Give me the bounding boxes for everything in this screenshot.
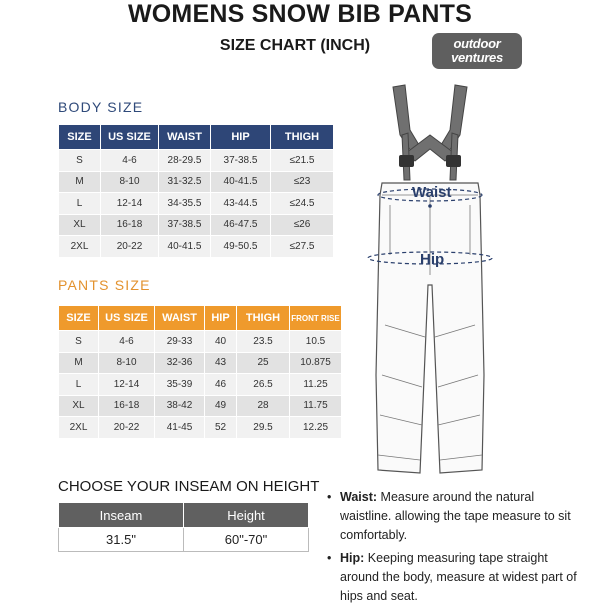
table-row — [59, 374, 342, 396]
table-cell: 28 — [237, 395, 290, 417]
table-cell: 31.5" — [59, 528, 184, 552]
table-row — [59, 236, 334, 258]
table-row — [59, 528, 309, 552]
inseam-table — [58, 502, 309, 552]
table-cell: 26.5 — [237, 374, 290, 396]
table-cell: ≤24.5 — [271, 193, 334, 215]
table-cell: L — [59, 374, 99, 396]
table-header-row — [59, 503, 309, 528]
table-cell: S — [59, 150, 101, 172]
suspender-buckle-left — [399, 155, 414, 167]
column-header: THIGH — [237, 306, 290, 331]
table-cell: 37-38.5 — [211, 150, 271, 172]
note-hip — [327, 549, 587, 606]
table-cell: 4-6 — [99, 331, 155, 353]
table-cell: L — [59, 193, 101, 215]
table-cell: 46-47.5 — [211, 214, 271, 236]
pants-size-label: PANTS SIZE — [58, 277, 151, 293]
table-cell: 29-33 — [155, 331, 205, 353]
table-cell: S — [59, 331, 99, 353]
table-cell: 11.25 — [290, 374, 342, 396]
table-row — [59, 417, 342, 439]
table-cell: M — [59, 171, 101, 193]
column-header: THIGH — [271, 125, 334, 150]
table-cell: 2XL — [59, 236, 101, 258]
table-header-row — [59, 125, 334, 150]
table-cell: 8-10 — [99, 352, 155, 374]
table-row — [59, 331, 342, 353]
table-cell: 12-14 — [101, 193, 159, 215]
table-cell: M — [59, 352, 99, 374]
column-header: FRONT RISE — [290, 306, 342, 331]
logo-line-1: outdoor — [453, 36, 501, 51]
table-cell: 38-42 — [155, 395, 205, 417]
table-cell: 4-6 — [101, 150, 159, 172]
body-size-label: BODY SIZE — [58, 99, 144, 115]
note-term: Waist: — [340, 490, 378, 504]
measurement-notes — [327, 488, 587, 610]
waist-label: Waist — [412, 184, 452, 201]
table-cell: 46 — [205, 374, 237, 396]
table-cell: 43-44.5 — [211, 193, 271, 215]
column-header: HIP — [205, 306, 237, 331]
waist-dot — [428, 204, 432, 208]
table-cell: 49-50.5 — [211, 236, 271, 258]
page-title: WOMENS SNOW BIB PANTS — [127, 0, 472, 28]
bullet-icon: • — [327, 490, 332, 504]
table-cell: 60"-70" — [184, 528, 309, 552]
table-row — [59, 214, 334, 236]
table-cell: ≤27.5 — [271, 236, 334, 258]
column-header: Height — [184, 503, 309, 528]
note-term: Hip: — [340, 551, 365, 565]
bib-pants-illustration — [340, 75, 520, 485]
body-size-table — [58, 124, 334, 258]
table-cell: 41-45 — [155, 417, 205, 439]
table-cell: 16-18 — [101, 214, 159, 236]
column-header: Inseam — [59, 503, 184, 528]
table-cell: 32-36 — [155, 352, 205, 374]
table-row — [59, 171, 334, 193]
column-header: WAIST — [155, 306, 205, 331]
column-header: SIZE — [59, 306, 99, 331]
table-cell: 43 — [205, 352, 237, 374]
table-cell: XL — [59, 395, 99, 417]
column-header: HIP — [211, 125, 271, 150]
table-cell: 25 — [237, 352, 290, 374]
table-row — [59, 150, 334, 172]
table-cell: 40 — [205, 331, 237, 353]
table-cell: 16-18 — [99, 395, 155, 417]
table-cell: 20-22 — [99, 417, 155, 439]
column-header: US SIZE — [99, 306, 155, 331]
logo-line-2: ventures — [451, 50, 503, 65]
table-cell: 20-22 — [101, 236, 159, 258]
note-text: Keeping measuring tape straight around the body, measure at widest part of hips and seat. — [340, 551, 577, 603]
table-cell: 29.5 — [237, 417, 290, 439]
table-row — [59, 395, 342, 417]
table-cell: ≤23 — [271, 171, 334, 193]
table-row — [59, 193, 334, 215]
table-header-row — [59, 306, 342, 331]
table-cell: 52 — [205, 417, 237, 439]
column-header: WAIST — [159, 125, 211, 150]
table-cell: 23.5 — [237, 331, 290, 353]
table-cell: 2XL — [59, 417, 99, 439]
table-cell: 10.5 — [290, 331, 342, 353]
table-cell: 28-29.5 — [159, 150, 211, 172]
table-cell: 40-41.5 — [159, 236, 211, 258]
brand-logo — [432, 33, 522, 69]
note-text: Measure around the natural waistline. allowing the tape measure to sit comfortably. — [340, 490, 571, 542]
inseam-title: CHOOSE YOUR INSEAM ON HEIGHT — [58, 478, 320, 495]
pants-size-table — [58, 305, 342, 439]
table-cell: 12-14 — [99, 374, 155, 396]
column-header: SIZE — [59, 125, 101, 150]
table-cell: 34-35.5 — [159, 193, 211, 215]
table-cell: 10.875 — [290, 352, 342, 374]
table-cell: 31-32.5 — [159, 171, 211, 193]
suspender-buckle-right — [446, 155, 461, 167]
table-cell: ≤26 — [271, 214, 334, 236]
table-cell: 11.75 — [290, 395, 342, 417]
table-cell: 8-10 — [101, 171, 159, 193]
note-waist — [327, 488, 587, 545]
table-cell: 12.25 — [290, 417, 342, 439]
column-header: US SIZE — [101, 125, 159, 150]
page-subtitle: SIZE CHART (INCH) — [219, 37, 371, 54]
table-cell: ≤21.5 — [271, 150, 334, 172]
hip-label: Hip — [420, 251, 445, 268]
table-row — [59, 352, 342, 374]
table-cell: 49 — [205, 395, 237, 417]
table-cell: XL — [59, 214, 101, 236]
bullet-icon: • — [327, 551, 332, 565]
table-cell: 37-38.5 — [159, 214, 211, 236]
table-cell: 35-39 — [155, 374, 205, 396]
table-cell: 40-41.5 — [211, 171, 271, 193]
